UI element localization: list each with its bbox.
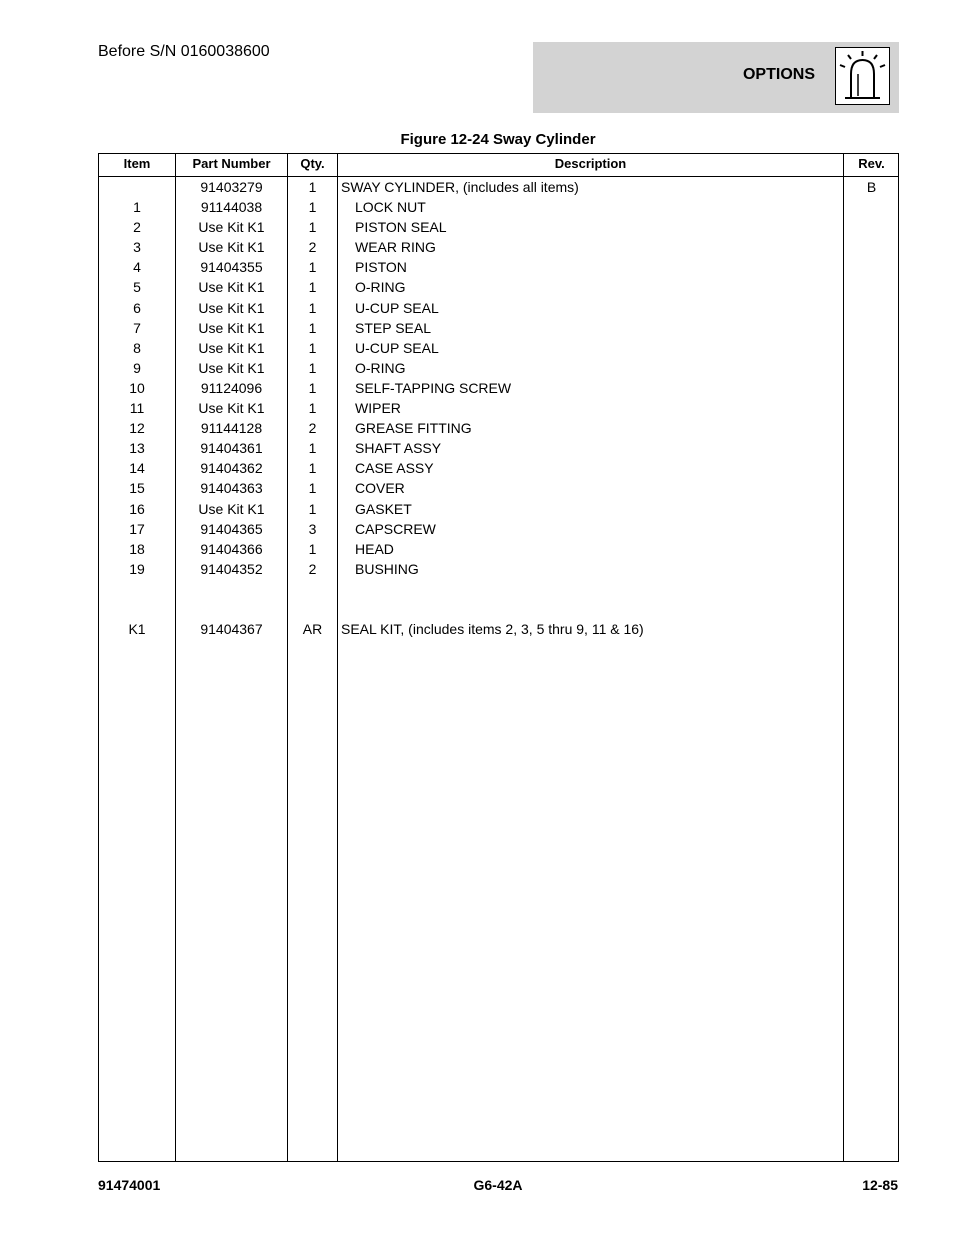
table-row bbox=[99, 579, 898, 599]
cell-part-number: Use Kit K1 bbox=[198, 339, 265, 356]
cell-qty: 1 bbox=[308, 400, 317, 417]
cell-part-number: 91404355 bbox=[200, 259, 263, 276]
cell-qty: 1 bbox=[308, 460, 317, 477]
cell-qty: 1 bbox=[308, 219, 317, 236]
table-row bbox=[99, 217, 898, 237]
col-header-part-number: Part Number bbox=[192, 156, 271, 171]
cell-item: 11 bbox=[129, 400, 145, 417]
cell-qty: 1 bbox=[308, 440, 317, 457]
cell-part-number: 91404362 bbox=[200, 460, 263, 477]
table-row bbox=[99, 559, 898, 579]
cell-item: 4 bbox=[133, 259, 141, 276]
cell-qty: 1 bbox=[308, 179, 317, 195]
cell-description: WEAR RING bbox=[355, 239, 436, 256]
cell-part-number: Use Kit K1 bbox=[198, 279, 265, 296]
cell-item: 15 bbox=[129, 480, 145, 497]
cell-item: 1 bbox=[133, 199, 141, 216]
table-row bbox=[99, 358, 898, 378]
cell-part-number: 91144128 bbox=[200, 420, 263, 437]
table-row bbox=[99, 418, 898, 438]
cell-qty: 1 bbox=[308, 379, 317, 396]
cell-part-number: Use Kit K1 bbox=[198, 359, 265, 376]
table-row bbox=[99, 478, 898, 498]
cell-description: LOCK NUT bbox=[355, 199, 426, 216]
cell-description: SELF-TAPPING SCREW bbox=[355, 379, 512, 396]
cell-part-number: Use Kit K1 bbox=[198, 219, 265, 236]
cell-description: O-RING bbox=[355, 359, 406, 376]
figure-title: Figure 12-24 Sway Cylinder bbox=[400, 131, 596, 148]
cell-item: 6 bbox=[133, 299, 141, 316]
cell-item: K1 bbox=[128, 621, 146, 638]
footer-doc-number: 91474001 bbox=[98, 1177, 161, 1193]
cell-description: U-CUP SEAL bbox=[355, 299, 439, 316]
cell-item: 7 bbox=[133, 319, 141, 336]
cell-part-number: Use Kit K1 bbox=[198, 239, 265, 256]
table-row bbox=[99, 378, 898, 398]
table-row bbox=[99, 438, 898, 458]
cell-qty: 1 bbox=[308, 540, 317, 557]
col-header-qty: Qty. bbox=[300, 156, 325, 171]
cell-part-number: 91404361 bbox=[200, 440, 263, 457]
cell-qty: 1 bbox=[308, 199, 317, 216]
cell-item: 19 bbox=[129, 560, 145, 577]
cell-description: PISTON bbox=[355, 259, 407, 276]
cell-item: 8 bbox=[133, 339, 141, 356]
cell-description: U-CUP SEAL bbox=[355, 339, 439, 356]
cell-description: O-RING bbox=[355, 279, 406, 296]
cell-qty: 3 bbox=[308, 520, 317, 537]
serial-range: Before S/N 0160038600 bbox=[98, 43, 270, 60]
cell-qty: 2 bbox=[308, 239, 317, 256]
cell-qty: 1 bbox=[308, 359, 317, 376]
parts-table bbox=[98, 153, 899, 1162]
cell-item: 12 bbox=[129, 420, 145, 437]
cell-description: BUSHING bbox=[355, 560, 419, 577]
cell-item: 5 bbox=[133, 279, 141, 296]
cell-description: GREASE FITTING bbox=[355, 420, 472, 437]
footer-model: G6-42A bbox=[473, 1177, 523, 1193]
cell-description: STEP SEAL bbox=[355, 319, 432, 336]
table-row bbox=[99, 499, 898, 519]
cell-description: SEAL KIT, (includes items 2, 3, 5 thru 9, 11 & 16) bbox=[341, 621, 644, 638]
cell-description: SHAFT ASSY bbox=[355, 440, 442, 457]
warning-beacon-icon bbox=[835, 47, 890, 105]
cell-part-number: 91124096 bbox=[200, 379, 263, 396]
cell-qty: 1 bbox=[308, 279, 317, 296]
cell-item: 16 bbox=[129, 500, 145, 517]
cell-qty: 1 bbox=[308, 500, 317, 517]
cell-part-number: 91403279 bbox=[200, 179, 263, 195]
table-row bbox=[99, 298, 898, 318]
cell-item: 2 bbox=[133, 219, 141, 236]
table-row bbox=[99, 539, 898, 559]
table-row bbox=[99, 398, 898, 418]
cell-part-number: Use Kit K1 bbox=[198, 500, 265, 517]
cell-part-number: 91404367 bbox=[200, 621, 263, 638]
table-row bbox=[99, 277, 898, 297]
cell-item: 14 bbox=[129, 460, 145, 477]
table-row bbox=[99, 619, 898, 639]
cell-part-number: Use Kit K1 bbox=[198, 299, 265, 316]
cell-item: 13 bbox=[129, 440, 145, 457]
table-row bbox=[99, 458, 898, 478]
table-row bbox=[99, 338, 898, 358]
cell-description: CASE ASSY bbox=[355, 460, 434, 477]
col-header-rev: Rev. bbox=[858, 156, 885, 171]
cell-qty: 1 bbox=[308, 259, 317, 276]
cell-item: 17 bbox=[129, 520, 145, 537]
cell-part-number: Use Kit K1 bbox=[198, 400, 265, 417]
cell-part-number: 91404366 bbox=[200, 540, 263, 557]
cell-item: 18 bbox=[129, 540, 145, 557]
cell-description: WIPER bbox=[355, 400, 401, 417]
cell-qty: 2 bbox=[308, 420, 317, 437]
cell-qty: 1 bbox=[308, 480, 317, 497]
cell-part-number: 91144038 bbox=[200, 199, 263, 216]
cell-qty: 2 bbox=[308, 560, 317, 577]
cell-part-number: Use Kit K1 bbox=[198, 319, 265, 336]
cell-description: COVER bbox=[355, 480, 405, 497]
cell-item: 10 bbox=[129, 379, 145, 396]
table-body bbox=[99, 177, 898, 639]
col-header-item: Item bbox=[123, 156, 151, 171]
cell-qty: 1 bbox=[308, 339, 317, 356]
cell-qty: 1 bbox=[308, 299, 317, 316]
table-row bbox=[99, 599, 898, 619]
section-title: OPTIONS bbox=[742, 66, 815, 83]
cell-description: CAPSCREW bbox=[355, 520, 436, 537]
cell-part-number: 91404363 bbox=[200, 480, 263, 497]
cell-item: 3 bbox=[133, 239, 141, 256]
footer-page-number: 12-85 bbox=[862, 1177, 898, 1193]
table-row bbox=[99, 197, 898, 217]
cell-qty: 1 bbox=[308, 319, 317, 336]
table-row bbox=[99, 237, 898, 257]
cell-description: GASKET bbox=[355, 500, 412, 517]
cell-qty: AR bbox=[302, 621, 323, 638]
col-header-description: Description bbox=[554, 156, 627, 171]
table-row bbox=[99, 257, 898, 277]
cell-description: SWAY CYLINDER, (includes all items) bbox=[341, 179, 579, 195]
table-row bbox=[99, 318, 898, 338]
cell-part-number: 91404352 bbox=[200, 560, 263, 577]
cell-part-number: 91404365 bbox=[200, 520, 263, 537]
cell-description: PISTON SEAL bbox=[355, 219, 447, 236]
cell-rev: B bbox=[866, 179, 877, 195]
section-tab bbox=[533, 42, 899, 113]
table-row bbox=[99, 177, 898, 197]
cell-item: 9 bbox=[133, 359, 141, 376]
cell-description: HEAD bbox=[355, 540, 394, 557]
table-row bbox=[99, 519, 898, 539]
